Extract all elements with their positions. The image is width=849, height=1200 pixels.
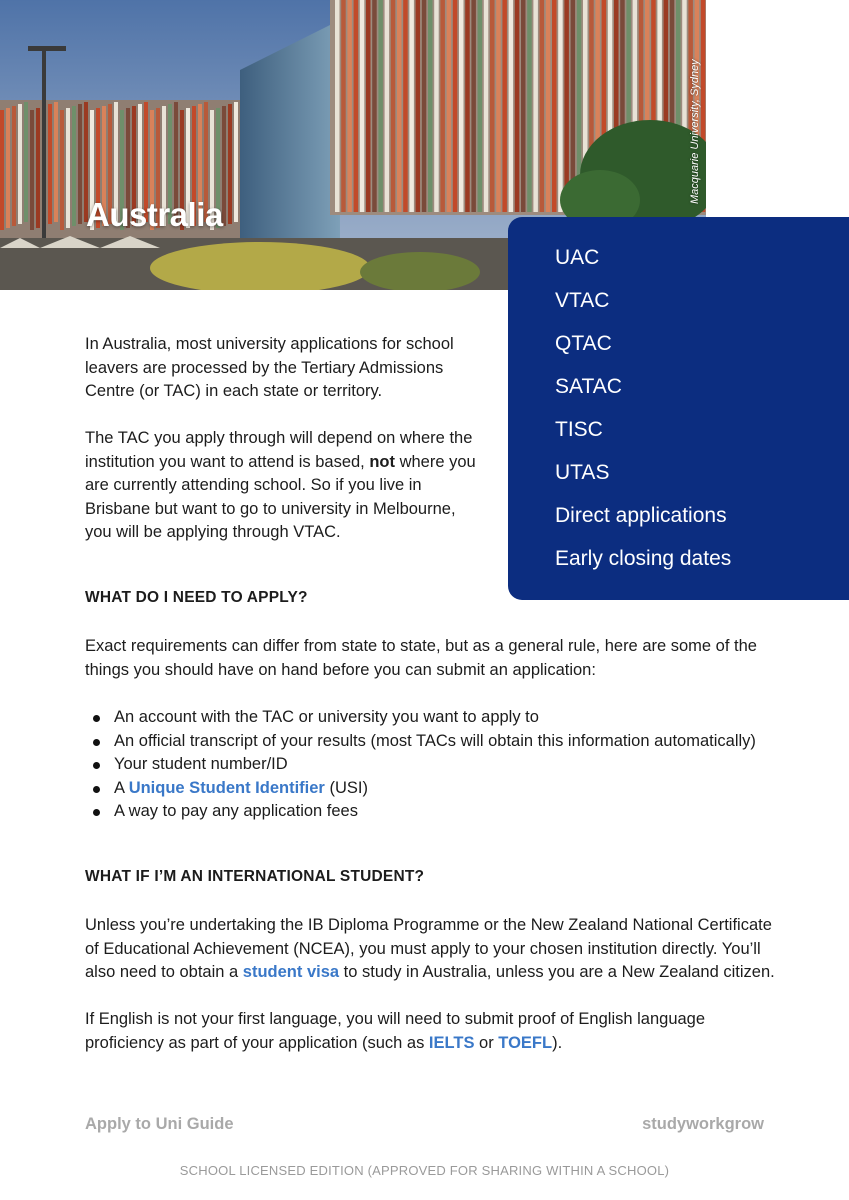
ielts-link[interactable]: IELTS	[428, 1033, 475, 1052]
intro-paragraph-1: In Australia, most university applications for school leavers are processed by the Tertiary Admissions Centre (or TAC) in each state or territory.	[85, 335, 454, 400]
nav-link-qtac[interactable]: QTAC	[555, 332, 612, 355]
list-item: Your student number/ID	[85, 753, 756, 777]
requirements-list	[85, 706, 756, 824]
intro-p2-text-before: The TAC you apply through will depend on where the institution you want to attend is based,	[85, 429, 473, 471]
usi-text-before: A	[114, 778, 129, 797]
section-heading-international: WHAT IF I’M AN INTERNATIONAL STUDENT?	[85, 868, 425, 885]
nav-link-tisc[interactable]: TISC	[555, 418, 603, 441]
tac-navigation-panel	[508, 217, 849, 600]
footer-guide-title: Apply to Uni Guide	[85, 1115, 234, 1133]
toefl-link[interactable]: TOEFL	[498, 1033, 553, 1052]
photo-credit: Macquarie University, Sydney	[689, 59, 701, 204]
intl-p2-text-after: ).	[552, 1033, 563, 1052]
nav-link-utas[interactable]: UTAS	[555, 461, 610, 484]
list-item: A way to pay any application fees	[85, 800, 756, 824]
intl-p2-text-mid: or	[474, 1033, 499, 1052]
section-heading-apply: WHAT DO I NEED TO APPLY?	[85, 589, 308, 606]
list-item: An official transcript of your results (most TACs will obtain this information automatically)	[85, 730, 756, 754]
intro-p2-text-after: where you are currently attending school. So if you live in Brisbane but want to go to university in Melbourne, you will be applying through VTAC.	[85, 452, 476, 541]
nav-link-vtac[interactable]: VTAC	[555, 289, 610, 312]
list-item: An account with the TAC or university you want to apply to	[85, 706, 756, 730]
intl-p2-text-before: If English is not your first language, you will need to submit proof of English language proficiency as part of your application (such as	[85, 1010, 706, 1052]
international-paragraph-2	[85, 1008, 775, 1055]
license-notice: SCHOOL LICENSED EDITION (APPROVED FOR SHARING WITHIN A SCHOOL)	[179, 1163, 670, 1178]
usi-link[interactable]: Unique Student Identifier	[128, 778, 325, 797]
intro-paragraph-2	[85, 427, 485, 545]
usi-text-after: (USI)	[324, 778, 368, 797]
intl-p1-text-before: Unless you’re undertaking the IB Diploma Programme or the New Zealand National Certificate of Educational Achievement (NCEA), you must apply to your chosen institution directly. You’ll also need to obtain a	[85, 916, 772, 981]
apply-intro-paragraph: Exact requirements can differ from state to state, but as a general rule, here are some of the things you should have on hand before you can submit an application:	[85, 637, 757, 679]
list-item	[85, 777, 756, 801]
international-paragraph-1	[85, 914, 775, 985]
nav-link-uac[interactable]: UAC	[555, 246, 600, 269]
nav-link-direct-applications[interactable]: Direct applications	[555, 504, 727, 527]
page-title: Australia	[86, 196, 223, 233]
tac-link-list	[508, 241, 849, 585]
nav-link-satac[interactable]: SATAC	[555, 375, 622, 398]
intl-p1-text-after: to study in Australia, unless you are a New Zealand citizen.	[339, 963, 775, 981]
intro-p2-emphasis: not	[369, 452, 395, 471]
nav-link-early-closing-dates[interactable]: Early closing dates	[555, 547, 732, 570]
footer-brand: studyworkgrow	[642, 1115, 764, 1133]
student-visa-link[interactable]: student visa	[242, 963, 340, 981]
